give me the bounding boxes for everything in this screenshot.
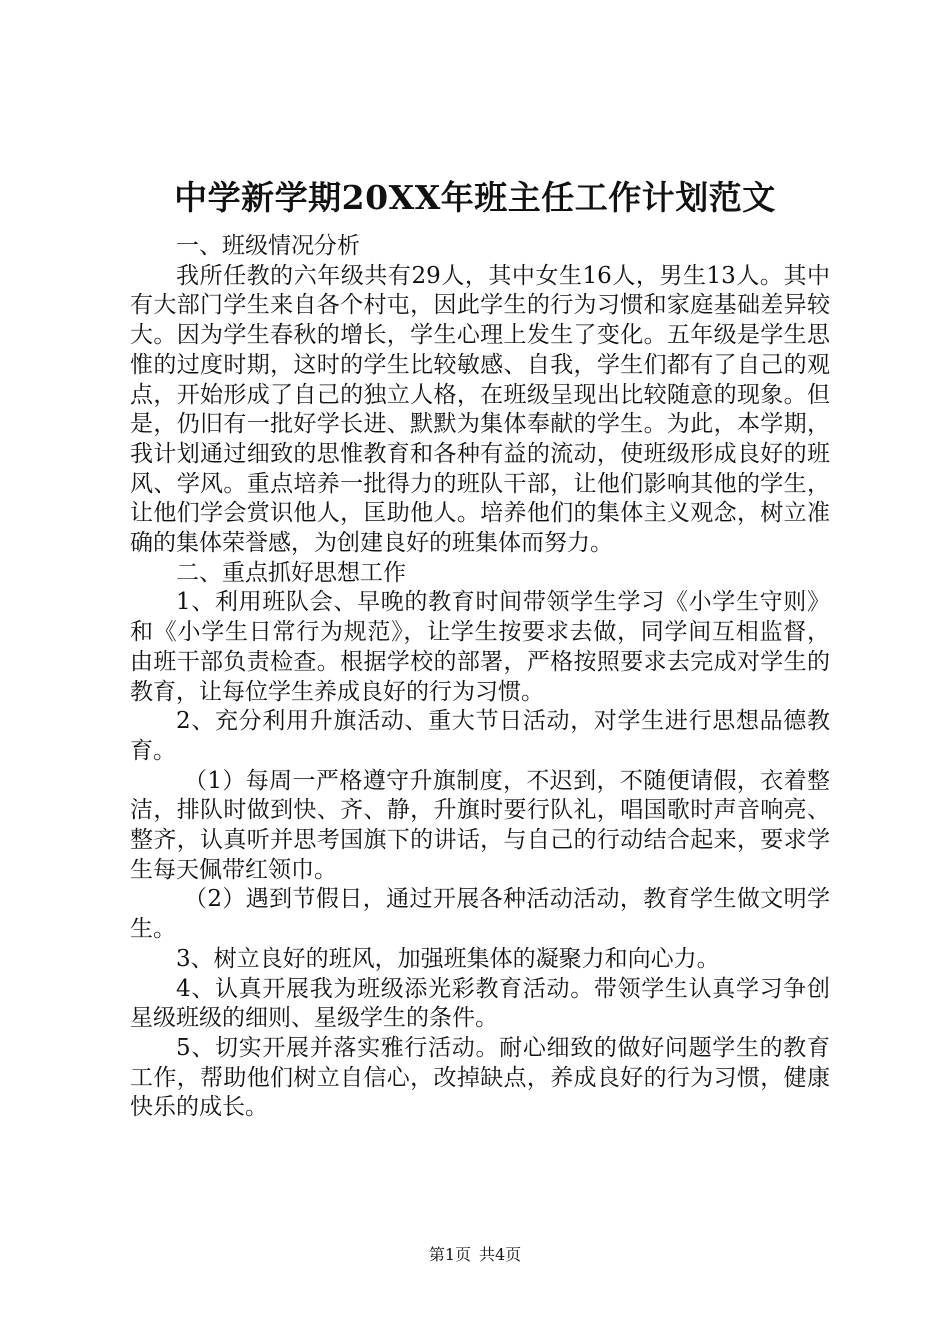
paragraph-class-analysis: 我所任教的六年级共有29人，其中女生16人，男生13人。其中有大部门学生来自各个村屯，因此学生的行为习惯和家庭基础差异较大。因为学生春秋的增长，学生心理上发生了变化。五年级是学生思惟的过度时期，这时的学生比较敏感、自我，学生们都有了自己的观点，开始形成了自己的独立人格，在班级呈现出比较随意的现象。但是，仍旧有一批好学长进、默默为集体奉献的学生。为此，本学期，我计划通过细致的思惟教育和各种有益的流动，使班级形成良好的班风、学风。重点培养一批得力的班队干部，让他们影响其他的学生，让他们学会赏识他人，匡助他人。培养他们的集体主义观念，树立准确的集体荣誉感，为创建良好的班集体而努力。 (130, 262, 830, 557)
paragraph-item-1: 1、利用班队会、早晚的教育时间带领学生学习《小学生守则》和《小学生日常行为规范》，让学生按要求去做，同学间互相监督，由班干部负责检查。根据学校的部署，严格按照要求去完成对学生的教育，让每位学生养成良好的行为习惯。 (130, 589, 830, 705)
paragraph-item-3: 3、树立良好的班风，加强班集体的凝聚力和向心力。 (176, 945, 720, 972)
paragraph-item-4: 4、认真开展我为班级添光彩教育活动。带领学生认真学习争创星级班级的细则、星级学生的条件。 (130, 975, 830, 1032)
section-heading-2: 二、重点抓好思想工作 (176, 559, 406, 586)
paragraph-subitem-1: （1）每周一严格遵守升旗制度，不迟到，不随便请假，衣着整洁，排队时做到快、齐、静，升旗时要行队礼，唱国歌时声音响亮、整齐，认真听并思考国旗下的讲话，与自己的行动结合起来，要求学生每天佩带红领巾。 (130, 767, 830, 883)
page-total: 共4页 (479, 1245, 522, 1264)
document-body (130, 232, 830, 1123)
page-number: 第1页 (428, 1245, 471, 1264)
paragraph-item-5: 5、切实开展并落实雅行活动。耐心细致的做好问题学生的教育工作，帮助他们树立自信心，改掉缺点，养成良好的行为习惯，健康快乐的成长。 (130, 1034, 830, 1121)
document-title: 中学新学期20XX年班主任工作计划范文 (174, 178, 776, 217)
paragraph-item-2: 2、充分利用升旗活动、重大节日活动，对学生进行思想品德教育。 (130, 708, 830, 764)
paragraph-subitem-2: （2）遇到节假日，通过开展各种活动活动，教育学生做文明学生。 (130, 886, 830, 943)
section-heading-1: 一、班级情况分析 (176, 233, 360, 259)
page-footer (0, 1244, 950, 1266)
